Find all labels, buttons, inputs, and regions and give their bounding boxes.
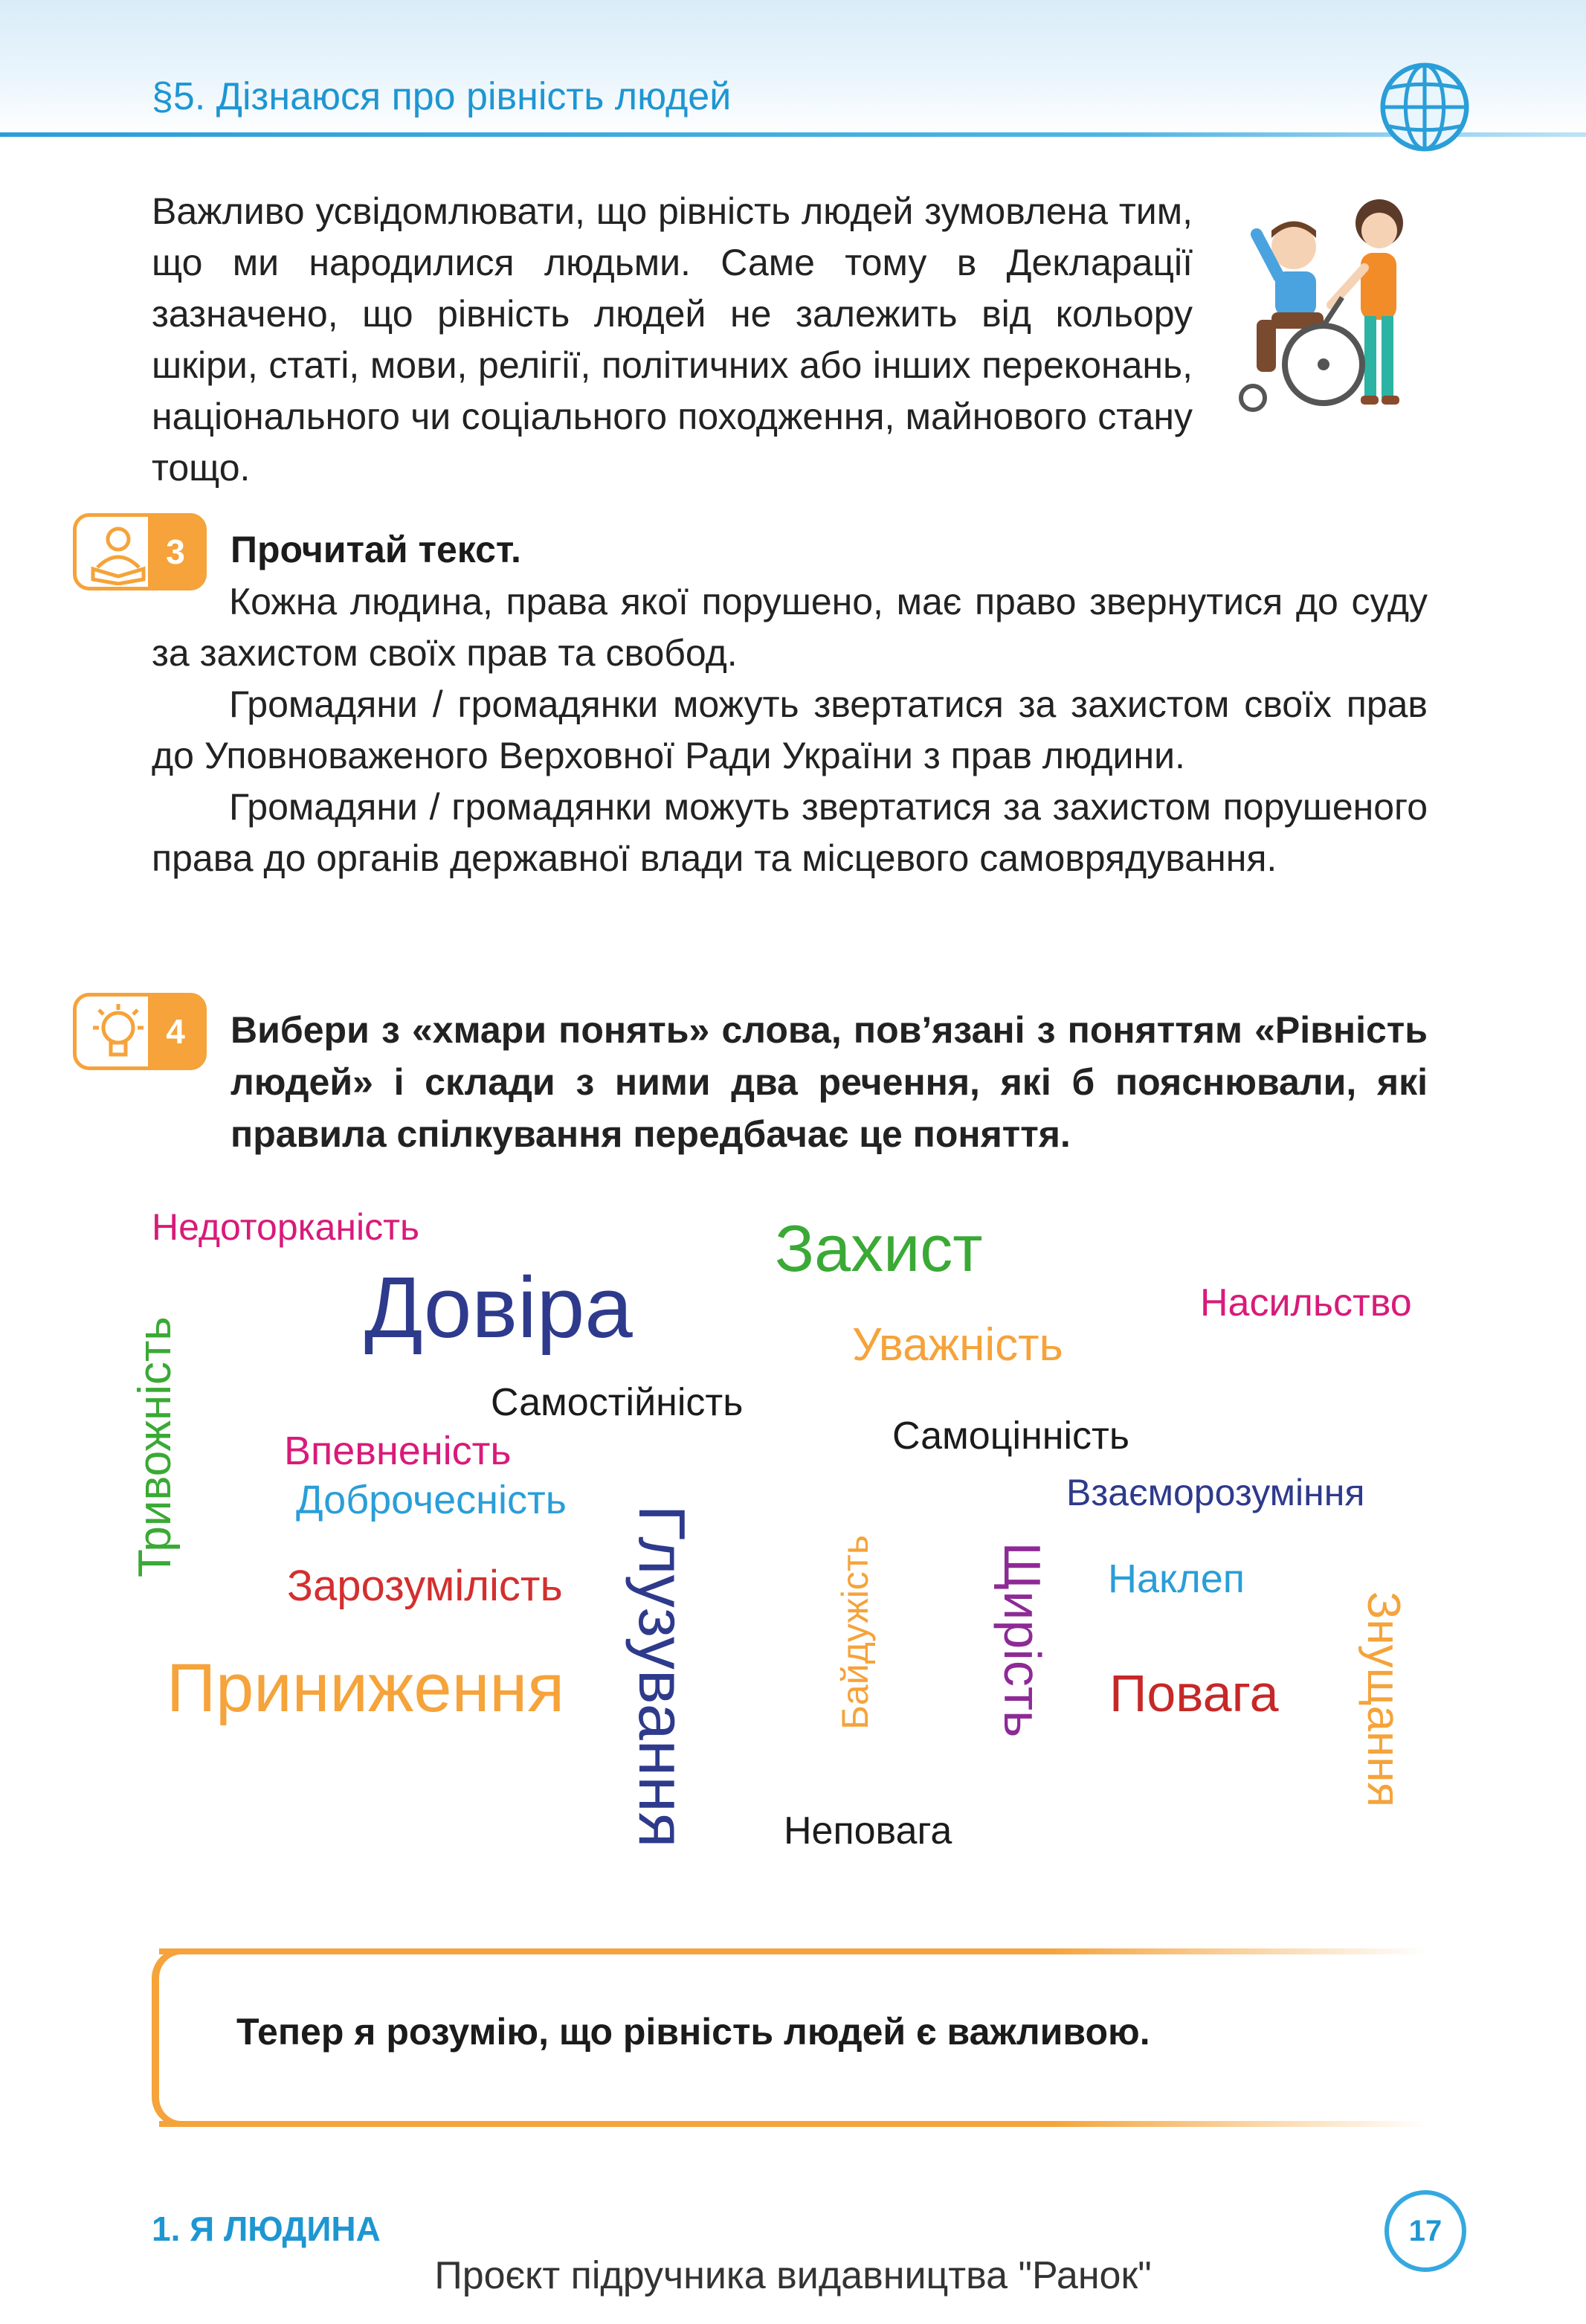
task-3-paragraph: Кожна людина, права якої порушено, має право звернутися до суду за захистом своїх прав та свобод. [152, 581, 1428, 674]
globe-icon [1377, 59, 1472, 155]
word-cloud-item: Довіра [364, 1259, 633, 1356]
word-cloud-item: Недоторканість [152, 1206, 420, 1248]
header-rule [0, 132, 1586, 137]
task-3-paragraph: Громадяни / громадянки можуть звертатися за захистом порушеного права до органів державної влади та місцевого самоврядування. [152, 786, 1428, 879]
word-cloud-item: Насильство [1200, 1281, 1412, 1324]
footer-section-title: 1. Я ЛЮДИНА [152, 2209, 381, 2248]
word-cloud-item: Зарозумілість [287, 1562, 563, 1610]
task-3-title: Прочитай текст. [231, 529, 521, 570]
word-cloud-item: Глузування [625, 1504, 699, 1848]
section-title: §5. Дізнаюся про рівність людей [152, 75, 732, 118]
task-3-paragraph: Громадяни / громадянки можуть звертатися за захистом своїх прав до Уповноваженого Верховної Ради України з прав людини. [152, 683, 1428, 776]
word-cloud-item: Повага [1109, 1664, 1279, 1722]
word-cloud-item: Захист [775, 1211, 983, 1285]
word-cloud-item: Неповага [784, 1809, 952, 1853]
word-cloud-item: Самоцінність [892, 1414, 1129, 1458]
conclusion-box [152, 1948, 1428, 2127]
task-4-number: 4 [148, 997, 203, 1066]
task-3-body [152, 576, 1428, 884]
task-4-instructions: Вибери з «хмари понять» слова, пов’язані з поняттям «Рівність людей» і склади з ними два речення, які б пояснювали, які правила спілкування передбачає це поняття. [231, 1009, 1428, 1155]
word-cloud-item: Доброчесність [296, 1478, 567, 1522]
word-cloud-item: Самостійність [491, 1381, 744, 1424]
publisher-note: Проєкт підручника видавництва "Ранок" [434, 2254, 1152, 2297]
word-cloud-item: Знущання [1358, 1591, 1409, 1808]
word-cloud-item: Щирість [993, 1542, 1051, 1738]
wheelchair-illustration [1212, 193, 1435, 431]
conclusion-text: Тепер я розумію, що рівність людей є важливою. [236, 2011, 1150, 2053]
word-cloud-item: Уважність [852, 1319, 1063, 1371]
task-4-badge [73, 993, 207, 1070]
word-cloud-item: Взаєморозуміння [1066, 1472, 1365, 1513]
reading-person-icon [83, 521, 154, 585]
page-number: 17 [1384, 2190, 1466, 2272]
word-cloud-item: Приниження [167, 1650, 565, 1726]
word-cloud-item: Тривожність [129, 1316, 181, 1577]
lightbulb-icon [83, 1001, 154, 1065]
word-cloud-item: Наклеп [1108, 1557, 1245, 1601]
intro-paragraph: Важливо усвідомлювати, що рівність людей зумовлена тим, що ми народилися людьми. Саме тому в Декларації зазначено, що рівність людей не залежить від кольору шкіри, статі, мови, релігії, політичних або інших переконань, національного чи соціального походження, майнового стану тощо. [152, 190, 1193, 489]
word-cloud-item: Байдужість [834, 1535, 876, 1730]
word-cloud-item: Впевненість [284, 1429, 512, 1473]
task-3-number: 3 [148, 517, 203, 587]
